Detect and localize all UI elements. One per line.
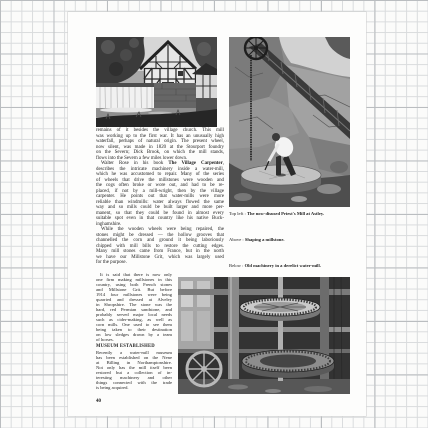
caption-label: Below : (229, 263, 244, 268)
text-line: for the purpose. (96, 260, 127, 265)
caption-above (229, 237, 353, 242)
text-line: probably served major local needs (96, 312, 172, 317)
text-line: in Shropshire. The stone was the (96, 302, 172, 307)
text-line: quarried and dressed at Alveley (96, 297, 172, 302)
text-line: has been established on the Nene (96, 355, 172, 360)
section-heading: MUSEUM ESTABLISHED (96, 344, 155, 349)
paragraph (96, 227, 224, 266)
text-line: 1914 four millstones were being (96, 292, 172, 297)
caption-top-left (229, 211, 353, 216)
small-wheel (187, 352, 221, 386)
text-line: reliable than windmills: water always flowed the same (96, 199, 224, 205)
text-line: Many mill stones came from France, but in the north (96, 249, 224, 254)
book-title: The Village Carpenter (168, 161, 223, 166)
text-line: is being acquired. (96, 385, 129, 390)
paragraph (96, 350, 172, 390)
caption-text: Old machinery in a derelict water-mill. (244, 263, 321, 268)
text-line: remains of it besides the village church. This mill (96, 128, 224, 133)
text-line: It is said that there is now only (100, 272, 172, 277)
text-line: one firm making millstones in this (96, 277, 172, 282)
text-line: country, using both French stones (96, 282, 172, 287)
caption-label: Above : (229, 237, 244, 242)
text-line: way and so mills could be built larger and more per- (96, 205, 224, 210)
text-line: was working up to the first war. It has an unusually high (96, 133, 224, 139)
text-line: at Billing in Northamptonshire. (96, 360, 172, 365)
text-line: and Millstone Grit. But before (96, 287, 172, 292)
text-line: waterfall, perhaps of natural origin. The present wheel, (96, 139, 224, 144)
paragraph (96, 161, 224, 227)
text-line: channelled the corn and ground it being laboriously (96, 238, 224, 243)
text-line: of horses. (96, 337, 114, 342)
text-line: things connected with the trade (96, 380, 172, 385)
text-line: inghamshire. (96, 221, 122, 227)
text-run: Walter Rose in his book (101, 161, 169, 166)
article-closing-body (96, 350, 172, 390)
article-column-narrow (96, 272, 172, 390)
article-narrow-body (96, 272, 172, 342)
text-line: suitable spot even in that country like his native Buck- (96, 216, 224, 221)
text-line: While the wooden wheels were being repaired, the (101, 227, 224, 232)
text-line: on the Severn; Dick Brook, on which the mill stands, (96, 150, 224, 155)
text-line: hard, red Permian sandstone, and (96, 307, 172, 312)
text-line: the cogs often broke or wore out, and had to be re- (96, 183, 224, 188)
text-line: now silent, was made in 1820 at the Stourport foundry (96, 144, 224, 150)
text-line: of wheels that drive the millstones were wooden and (96, 177, 224, 183)
text-line: corn mills. One used to see them (96, 322, 172, 327)
caption-text: The now-disused Priest's Mill at Astley. (246, 211, 325, 216)
text-line: chipped with mill bills to restore the cutting edges. (96, 243, 224, 249)
paragraph (96, 128, 224, 161)
text-line: stones might be dressed — the hollow grooves that (96, 232, 224, 238)
text-line (96, 161, 224, 167)
caption-label: Top left : (229, 211, 246, 216)
photo-shaping-millstone (229, 37, 350, 207)
paragraph (96, 272, 172, 342)
weir-and-waterfall (96, 83, 156, 109)
text-line: teresting machinery and other (96, 375, 172, 380)
text-run: , (222, 161, 224, 166)
caption-text: Shaping a millstone. (244, 237, 285, 242)
text-line: describes the intricate machinery inside a water-mill, (96, 166, 224, 172)
article-column-wide (96, 128, 224, 266)
text-line: Not only has the mill itself been (96, 365, 172, 370)
spur-wheel (242, 350, 334, 378)
text-line: carpenter. He points out that water-mills were more (96, 194, 224, 199)
text-line: on low sledges drawn by a team (96, 332, 172, 337)
text-line: Recently a water-mill museum (96, 350, 172, 355)
text-line: placed, if not by a mill-wright, then by the village (96, 188, 224, 194)
text-line: flows into the Severn a few miles lower down. (96, 155, 188, 161)
page-number: 40 (96, 399, 101, 404)
text-line: restored but a collection of in- (96, 370, 172, 375)
text-line: such as cider-making, as well as (96, 317, 172, 322)
text-line: manent, so that they could be found in almost every (96, 210, 224, 216)
text-line: which he was accustomed to repair. Many of the series (96, 172, 224, 177)
window-light (178, 277, 214, 349)
text-line: being taken to their destination (96, 327, 172, 332)
photo-old-machinery (178, 277, 350, 394)
photo-priests-mill (96, 37, 217, 127)
text-line: we have our Millstone Grit, which was largely used (96, 254, 224, 260)
caption-below (229, 263, 353, 268)
crown-gear-wheel (240, 298, 320, 321)
